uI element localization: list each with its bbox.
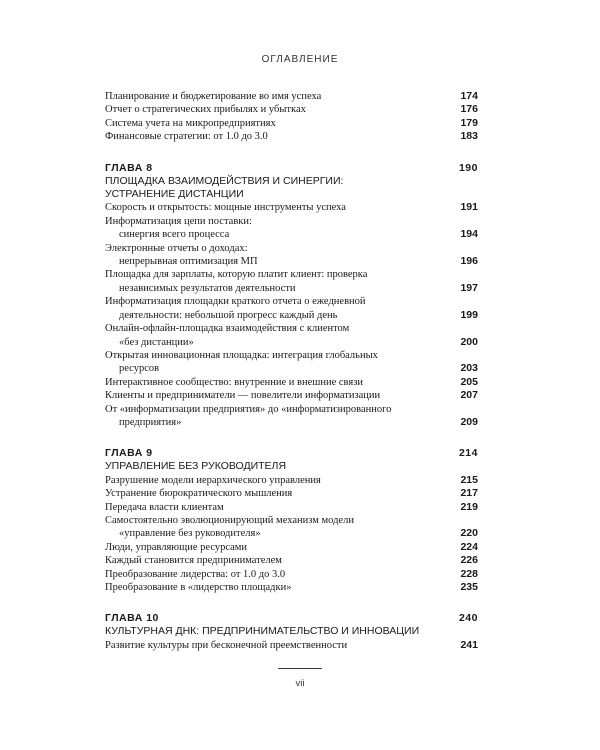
- toc-entry-title: Интерактивное сообщество: внутренние и внешние связи: [105, 376, 363, 388]
- toc-entry-title: деятельности: небольшой прогресс каждый день: [119, 309, 338, 321]
- toc-entry-title: Информатизация цепи поставки:: [105, 215, 252, 227]
- toc-entry-title: Онлайн-офлайн-площадка взаимодействия с клиентом: [105, 323, 350, 335]
- toc-entry-page: 199: [460, 308, 478, 321]
- footer-rule: [278, 668, 322, 669]
- toc-entry: [105, 242, 478, 269]
- toc-entry-page: 241: [460, 638, 478, 651]
- toc-entry-page: 224: [460, 540, 478, 553]
- toc-entry-page: 235: [460, 581, 478, 593]
- toc-entry-page: 215: [460, 473, 478, 486]
- chapter-page: 240: [458, 612, 478, 625]
- toc-entry: [105, 554, 478, 567]
- toc-entry-page: 217: [460, 487, 478, 500]
- chapter-label: ГЛАВА 8: [105, 161, 153, 174]
- chapter-page: 214: [458, 447, 478, 460]
- toc-entry: [105, 568, 478, 581]
- toc-entry: [105, 581, 478, 594]
- toc-entry-title: независимых результатов деятельности: [119, 282, 296, 294]
- toc-entry-title: Каждый становится предпринимателем: [105, 555, 282, 567]
- chapter-label: ГЛАВА 9: [105, 447, 153, 460]
- toc-entry-title: Электронные отчеты о доходах:: [105, 242, 248, 254]
- toc-entry-page: 194: [460, 228, 478, 241]
- toc-entry: [105, 487, 478, 500]
- toc-entry-page: 197: [460, 281, 478, 294]
- toc-entry-page: 179: [460, 116, 478, 129]
- toc-entry-title: От «информатизации предприятия» до «информатизированного: [105, 403, 392, 415]
- toc-entry: [105, 201, 478, 214]
- toc-entry: [105, 474, 478, 487]
- toc-entry-page: 174: [460, 90, 478, 102]
- toc-entry: [105, 295, 478, 322]
- chapter-heading: [105, 611, 478, 625]
- running-header: ОГЛАВЛЕНИЕ: [261, 54, 339, 65]
- chapter-title: КУЛЬТУРНАЯ ДНК: ПРЕДПРИНИМАТЕЛЬСТВО И ИННОВАЦИИ: [105, 625, 420, 638]
- toc-entry-page: 219: [460, 500, 478, 513]
- toc-entry: [105, 90, 478, 103]
- toc-entry-title: Передача власти клиентам: [105, 501, 224, 513]
- toc-entry-page: 191: [460, 201, 478, 214]
- toc-entry-page: 226: [460, 554, 478, 567]
- toc-entry-page: 196: [460, 255, 478, 268]
- toc-entry-title: предприятия»: [119, 416, 182, 428]
- chapter-page: 190: [458, 161, 478, 174]
- toc-entry: [105, 541, 478, 554]
- toc-entry-title: «управление без руководителя»: [119, 528, 261, 540]
- chapter-heading: [105, 446, 478, 460]
- toc-entry-title: Открытая инновационная площадка: интеграция глобальных: [105, 349, 378, 361]
- toc-entry-title: Развитие культуры при бесконечной преемственности: [105, 639, 348, 651]
- chapter-title: ПЛОЩАДКА ВЗАИМОДЕЙСТВИЯ И СИНЕРГИИ:: [105, 174, 344, 187]
- chapter-label: ГЛАВА 10: [105, 612, 159, 625]
- toc-entry-title: Разрушение модели иерархического управления: [105, 474, 321, 486]
- toc-entry-title: Скорость и открытость: мощные инструменты успеха: [105, 202, 346, 214]
- toc-entry-page: 203: [460, 362, 478, 375]
- toc-entry-page: 200: [460, 335, 478, 348]
- toc-entry-page: 205: [460, 375, 478, 388]
- toc-entry-title: «без дистанции»: [119, 336, 194, 348]
- chapter-heading: [105, 161, 478, 175]
- toc-entry-title: Информатизация площадки краткого отчета о ежедневной: [105, 296, 366, 308]
- chapter-section: [105, 611, 478, 652]
- toc-entry-page: 220: [460, 527, 478, 540]
- toc-entry-title: Планирование и бюджетирование во имя успеха: [105, 91, 322, 102]
- toc-entry-title: Отчет о стратегических прибылях и убытках: [105, 104, 306, 116]
- toc-entry-title: Самостоятельно эволюционирующий механизм модели: [105, 514, 354, 526]
- chapter-section: [105, 446, 478, 594]
- toc-entry-title: синергия всего процесса: [119, 229, 230, 241]
- toc-entry: [105, 215, 478, 242]
- toc-entry: [105, 403, 478, 430]
- page-number: vii: [295, 678, 305, 689]
- toc-entry: [105, 501, 478, 514]
- toc-entry-page: 207: [460, 389, 478, 402]
- toc-entry: [105, 349, 478, 376]
- toc-entry-page: 176: [460, 103, 478, 116]
- chapter-section: [105, 161, 478, 430]
- toc-entry-title: Преобразование лидерства: от 1.0 до 3.0: [105, 568, 286, 580]
- toc-entry: [105, 376, 478, 389]
- toc-entry: [105, 117, 478, 130]
- toc-entry: [105, 639, 478, 652]
- toc-entry: [105, 268, 478, 295]
- toc-entry-title: ресурсов: [119, 363, 160, 375]
- toc-entry-title: Система учета на микропредприятиях: [105, 117, 276, 129]
- toc-entry-title: Устранение бюрократического мышления: [105, 488, 293, 500]
- toc-entry: [105, 389, 478, 402]
- toc-entry-title: Преобразование в «лидерство площадки»: [105, 582, 292, 593]
- toc-entry-page: 228: [460, 567, 478, 580]
- toc-entry: [105, 130, 478, 143]
- toc-entry: [105, 514, 478, 541]
- toc-entry-title: Клиенты и предприниматели — повелители информатизации: [105, 390, 381, 402]
- toc-entry-title: Площадка для зарплаты, которую платит клиент: проверка: [105, 269, 368, 281]
- chapter-title: УСТРАНЕНИЕ ДИСТАНЦИИ: [105, 188, 244, 201]
- toc-entry: [105, 322, 478, 349]
- toc-entry-title: непрерывная оптимизация МП: [119, 256, 258, 268]
- table-of-contents: [105, 90, 478, 652]
- toc-entry: [105, 103, 478, 116]
- toc-entry-page: 183: [460, 130, 478, 143]
- chapter-title: УПРАВЛЕНИЕ БЕЗ РУКОВОДИТЕЛЯ: [105, 460, 287, 473]
- toc-entry-title: Финансовые стратегии: от 1.0 до 3.0: [105, 131, 268, 143]
- toc-entry-title: Люди, управляющие ресурсами: [105, 541, 248, 553]
- toc-entry-page: 209: [460, 415, 478, 428]
